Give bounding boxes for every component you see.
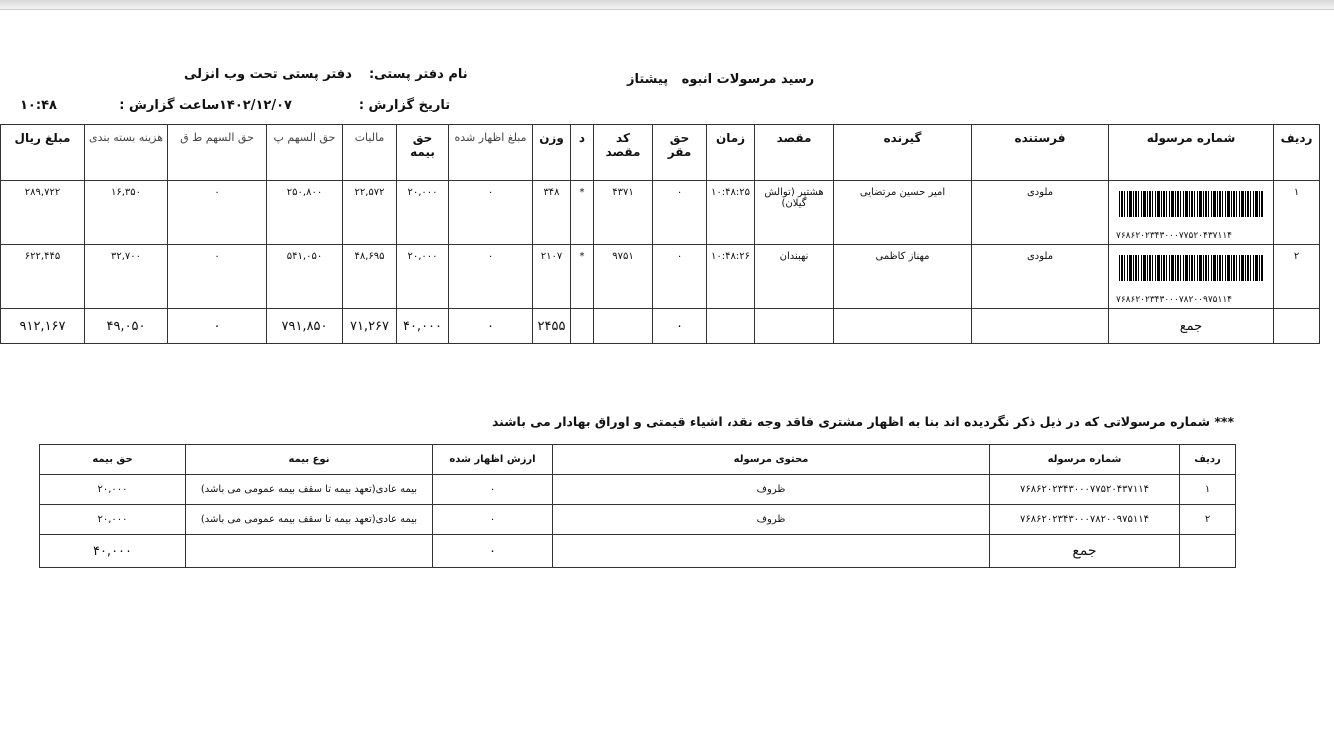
receiver: امیر حسین مرتضایی (834, 181, 972, 245)
date-value: ۱۴۰۲/۱۲/۰۷ (219, 98, 292, 113)
office-label: نام دفتر پستی: (368, 67, 468, 82)
barcode-image (1119, 255, 1263, 281)
d-flag: * (571, 181, 594, 245)
col-header: مبلغ ریال (1, 125, 85, 181)
col-header: وزن (533, 125, 571, 181)
total-premium: ۴۰,۰۰۰ (40, 535, 186, 568)
col-header: حق السهم ط ق (168, 125, 267, 181)
haq-moqar: ۰ (653, 245, 707, 309)
col-header: ردیف (1274, 125, 1320, 181)
insurance-premium: ۲۰,۰۰۰ (40, 475, 186, 505)
parcel-content: ظروف (553, 505, 990, 535)
col-header: گیرنده (834, 125, 972, 181)
empty-cell (186, 535, 433, 568)
parcel-cell (1109, 181, 1274, 245)
row-number: ۱ (1274, 181, 1320, 245)
table-row (40, 505, 1236, 535)
total-tax: ۷۱,۲۶۷ (343, 309, 397, 344)
dest-code: ۴۳۷۱ (594, 181, 653, 245)
empty-cell (972, 309, 1109, 344)
time: ۱۰:۴۸:۲۵ (707, 181, 755, 245)
share-tq: ۰ (168, 245, 267, 309)
packaging-fee: ۱۶,۳۵۰ (85, 181, 168, 245)
barcode-number: ۷۶۸۶۲۰۲۳۴۳۰۰۰۷۸۲۰۰۹۷۵۱۱۴ (990, 505, 1180, 535)
disclaimer-note: *** شماره مرسولاتی که در ذیل ذکر نگردیده اند بنا به اظهار مشتری فاقد وجه نقد، اشیاء قیمتی و اوراق بهادار می باشند (491, 414, 1234, 429)
amount-rial: ۶۲۲,۴۴۵ (1, 245, 85, 309)
col-header: حق السهم پ (267, 125, 343, 181)
col-header: هزینه بسته بندی (85, 125, 168, 181)
total-label: جمع (1109, 309, 1274, 344)
total-haq-moqar: ۰ (653, 309, 707, 344)
tax: ۲۲,۵۷۲ (343, 181, 397, 245)
sender: ملودی (972, 245, 1109, 309)
weight: ۳۴۸ (533, 181, 571, 245)
sender: ملودی (972, 181, 1109, 245)
date-label: تاریخ گزارش : (358, 98, 451, 113)
declared-amount: ۰ (449, 181, 533, 245)
col-header: حق بیمه (40, 445, 186, 475)
total-declared: ۰ (433, 535, 553, 568)
declared-amount: ۰ (449, 245, 533, 309)
barcode-number: ۷۶۸۶۲۰۲۳۴۳۰۰۰۷۷۵۲۰۴۳۷۱۱۴ (990, 475, 1180, 505)
col-header: ارزش اظهار شده (433, 445, 553, 475)
total-declared: ۰ (449, 309, 533, 344)
table-header-row (40, 445, 1236, 475)
col-header: ردیف (1180, 445, 1236, 475)
col-header: کد مقصد (594, 125, 653, 181)
parcel-cell (1109, 245, 1274, 309)
empty-cell (1274, 309, 1320, 344)
empty-cell (594, 309, 653, 344)
time: ۱۰:۴۸:۲۶ (707, 245, 755, 309)
share-p: ۵۴۱,۰۵۰ (267, 245, 343, 309)
table-header-row (1, 125, 1320, 181)
receiver: مهناز کاظمی (834, 245, 972, 309)
amount-rial: ۲۸۹,۷۲۲ (1, 181, 85, 245)
declared-value: ۰ (433, 475, 553, 505)
table-row (40, 475, 1236, 505)
empty-cell (707, 309, 755, 344)
destination: هشتپر (توالش گیلان) (755, 181, 834, 245)
total-insurance: ۴۰,۰۰۰ (397, 309, 449, 344)
tax: ۴۸,۶۹۵ (343, 245, 397, 309)
haq-moqar: ۰ (653, 181, 707, 245)
empty-cell (1180, 535, 1236, 568)
share-p: ۲۵۰,۸۰۰ (267, 181, 343, 245)
insurance-type: بیمه عادی(تعهد بیمه تا سقف بیمه عمومی می باشد) (186, 505, 433, 535)
share-tq: ۰ (168, 181, 267, 245)
receipt-title: رسید مرسولات انبوه پیشتاز (627, 72, 815, 87)
destination: نهبندان (755, 245, 834, 309)
row-number: ۱ (1180, 475, 1236, 505)
insurance-table (39, 444, 1236, 568)
barcode-number: ۷۶۸۶۲۰۲۳۴۳۰۰۰۷۷۵۲۰۴۳۷۱۱۴ (1116, 231, 1233, 241)
col-header: د (571, 125, 594, 181)
col-header: زمان (707, 125, 755, 181)
table-row (1, 245, 1320, 309)
col-header: نوع بیمه (186, 445, 433, 475)
col-header: شماره مرسوله (990, 445, 1180, 475)
col-header: مقصد (755, 125, 834, 181)
weight: ۲۱۰۷ (533, 245, 571, 309)
col-header: مبلغ اظهار شده (449, 125, 533, 181)
total-row (1, 309, 1320, 344)
col-header: حق بیمه (397, 125, 449, 181)
declared-value: ۰ (433, 505, 553, 535)
total-share-p: ۷۹۱,۸۵۰ (267, 309, 343, 344)
d-flag: * (571, 245, 594, 309)
col-header: حق مقر (653, 125, 707, 181)
office-value: دفتر پستی تحت وب انزلی (184, 67, 352, 82)
office-info (184, 67, 468, 82)
col-header: مالیات (343, 125, 397, 181)
col-header: محتوی مرسوله (553, 445, 990, 475)
insurance-type: بیمه عادی(تعهد بیمه تا سقف بیمه عمومی می باشد) (186, 475, 433, 505)
insurance-fee: ۲۰,۰۰۰ (397, 181, 449, 245)
time-label: ساعت گزارش : (119, 98, 220, 113)
col-header: فرستنده (972, 125, 1109, 181)
total-amount: ۹۱۲,۱۶۷ (1, 309, 85, 344)
total-label: جمع (990, 535, 1180, 568)
shipments-table (0, 124, 1320, 344)
total-share-tq: ۰ (168, 309, 267, 344)
row-number: ۲ (1180, 505, 1236, 535)
row-number: ۲ (1274, 245, 1320, 309)
empty-cell (755, 309, 834, 344)
insurance-fee: ۲۰,۰۰۰ (397, 245, 449, 309)
total-row (40, 535, 1236, 568)
parcel-content: ظروف (553, 475, 990, 505)
empty-cell (834, 309, 972, 344)
total-packaging: ۴۹,۰۵۰ (85, 309, 168, 344)
table-row (1, 181, 1320, 245)
insurance-premium: ۲۰,۰۰۰ (40, 505, 186, 535)
dest-code: ۹۷۵۱ (594, 245, 653, 309)
empty-cell (571, 309, 594, 344)
time-value: ۱۰:۴۸ (20, 98, 57, 113)
barcode-image (1119, 191, 1263, 217)
report-time (20, 98, 219, 113)
viewer-top-bar (0, 0, 1334, 10)
service-type: پیشتاز (627, 72, 669, 87)
barcode-number: ۷۶۸۶۲۰۲۳۴۳۰۰۰۷۸۲۰۰۹۷۵۱۱۴ (1116, 295, 1233, 305)
report-date (219, 98, 450, 113)
col-header: شماره مرسوله (1109, 125, 1274, 181)
packaging-fee: ۳۲,۷۰۰ (85, 245, 168, 309)
empty-cell (553, 535, 990, 568)
total-weight: ۲۴۵۵ (533, 309, 571, 344)
